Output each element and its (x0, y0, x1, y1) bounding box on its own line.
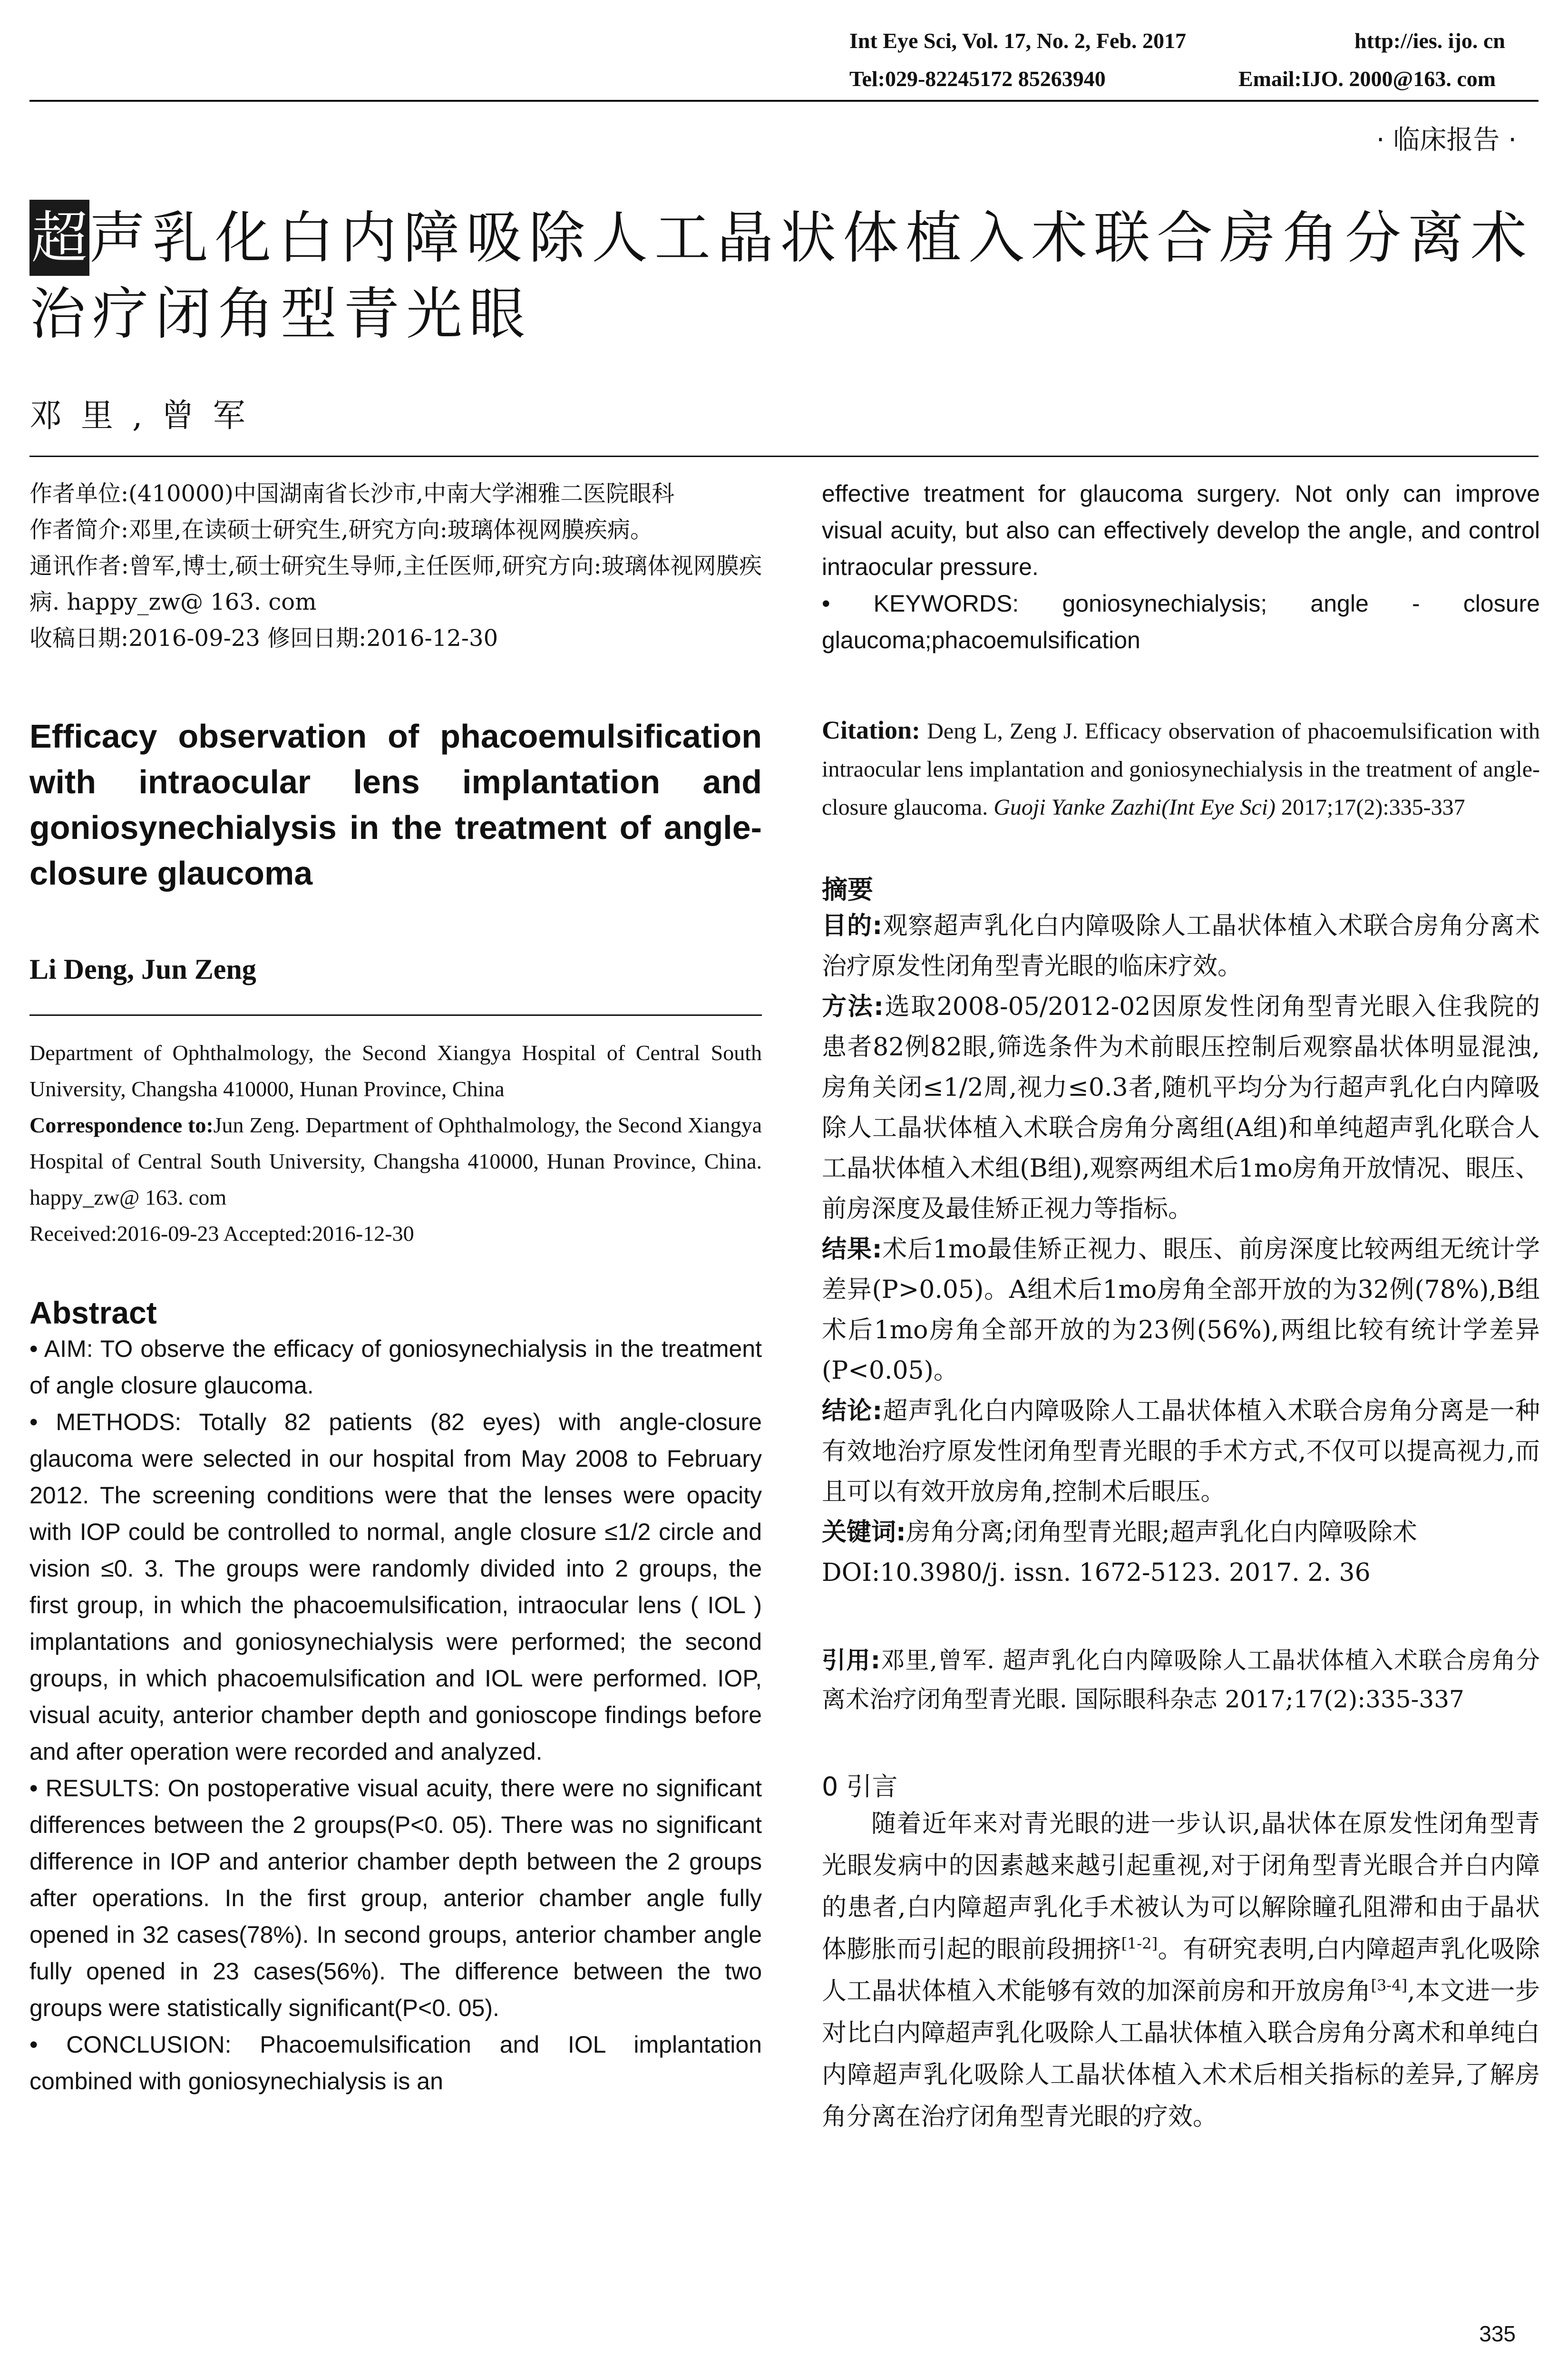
abstract-methods (29, 1404, 762, 1770)
abstract-cn-jieguo (822, 1229, 1540, 1391)
citation-tail: 2017;17(2):335-337 (1281, 795, 1465, 820)
aim-label: • AIM: (29, 1335, 93, 1362)
article-title-en: Efficacy observation of phacoemulsification with intraocular lens implantation and goniosynechialysis in the treatment of angle-closure glaucoma (29, 718, 762, 892)
citation-cn (822, 1641, 1540, 1719)
mudi-label: 目的: (822, 912, 883, 940)
authors-cn: 邓里,曾军 (29, 397, 264, 435)
header-rule (29, 100, 1539, 102)
abstract-conclusion (29, 2026, 762, 2100)
jielun-text: 超声乳化白内障吸除人工晶状体植入术联合房角分离是一种有效地治疗原发性闭角型青光眼的手术方式,不仅可以提高视力,而且可以有效开放房角,控制术后眼压。 (822, 1397, 1540, 1506)
abstract-heading-cn: 摘要 (822, 875, 873, 905)
journal-email[interactable]: Email:IJO. 2000@163. com (1238, 67, 1496, 91)
ref-3-4[interactable]: [3-4] (1371, 1976, 1408, 1995)
fangfa-label: 方法: (822, 993, 884, 1021)
title-rule (29, 456, 1539, 457)
article-title-cn (29, 200, 1542, 352)
conclusion-label: • CONCLUSION: (29, 2031, 232, 2058)
abstract-en (29, 1331, 762, 2100)
section-category: · 临床报告 · (1376, 125, 1517, 156)
abstract-cn-mudi (822, 906, 1540, 987)
doi[interactable]: DOI:10.3980/j. issn. 1672-5123. 2017. 2. 36 (822, 1559, 1371, 1587)
corresponding-author-cn: 通讯作者:曾军,博士,硕士研究生导师,主任医师,研究方向:玻璃体视网膜疾病. happy_zw@ 163. com (29, 553, 762, 615)
affiliation-block (29, 1035, 762, 1252)
abstract-cn-fangfa (822, 987, 1540, 1229)
abstract-cn-jielun (822, 1391, 1540, 1512)
title-rest: 声乳化白内障吸除人工晶状体植入术联合房角分离术治疗闭角型青光眼 (29, 205, 1534, 347)
abstract-en-cont (822, 476, 1540, 659)
citation-text: Deng L, Zeng J. Efficacy observation of phacoemulsification with intraocular lens implantation and goniosynechialysis in the treatment of angle-closure glaucoma. (822, 719, 1540, 820)
results-label: • RESULTS: (29, 1775, 160, 1802)
abstract-results (29, 1770, 762, 2026)
journal-citation-header: Int Eye Sci, Vol. 17, No. 2, Feb. 2017 (849, 29, 1186, 53)
author-bio-cn: 作者简介:邓里,在读硕士研究生,研究方向:玻璃体视网膜疾病。 (29, 516, 653, 543)
citation-en (822, 711, 1540, 827)
correspondence-text: Jun Zeng. Department of Ophthalmology, the Second Xiangya Hospital of Central South University, Changsha 410000, Hunan Province, China. happy_zw@ 163. com (29, 1113, 762, 1209)
affiliation-en: Department of Ophthalmology, the Second Xiangya Hospital of Central South University, Changsha 410000, Hunan Province, China (29, 1041, 762, 1101)
results-text: On postoperative visual acuity, there were no significant differences between the 2 groups(P<0. 05). There was no significant difference in IOP and anterior chamber depth between the 2 groups after operations. In the first group, anterior chamber angle fully opened in 32 cases(78%). In second groups, anterior chamber angle fully opened in 23 cases(56%). The difference between the two groups were statistically significant(P<0. 05). (29, 1775, 762, 2021)
guanjianci-label: 关键词: (822, 1518, 906, 1547)
intro-text-2: 。有研究表明,白内障超声乳化吸除人工晶状体植入术能够有效的加深前房和开放房角 (822, 1935, 1540, 2006)
intro-paragraph (822, 1803, 1540, 2138)
citation-journal: Guoji Yanke Zazhi(Int Eye Sci) (993, 795, 1276, 820)
dates-en: Received:2016-09-23 Accepted:2016-12-30 (29, 1221, 414, 1246)
jielun-label: 结论: (822, 1397, 883, 1425)
abstract-aim (29, 1331, 762, 1404)
keywords-cn (822, 1512, 1540, 1553)
methods-label: • METHODS: (29, 1409, 182, 1435)
authors-en: Li Deng, Jun Zeng (29, 954, 256, 985)
author-info (29, 476, 762, 656)
keywords-en (822, 585, 1540, 659)
intro-text-3: ,本文进一步对比白内障超声乳化吸除人工晶状体植入联合房角分离术和单纯白内障超声乳化吸除人工晶状体植入术术后相关指标的差异,了解房角分离在治疗闭角型青光眼的疗效。 (822, 1977, 1540, 2131)
correspondence-label: Correspondence to: (29, 1113, 214, 1137)
correspondence-en (29, 1107, 762, 1216)
dates-cn: 收稿日期:2016-09-23 修回日期:2016-12-30 (29, 625, 498, 652)
title-first-char: 超 (29, 200, 89, 276)
journal-url[interactable]: http://ies. ijo. cn (1354, 29, 1505, 53)
fangfa-text: 选取2008-05/2012-02因原发性闭角型青光眼入住我院的患者82例82眼,筛选条件为术前眼压控制后观察晶状体明显混浊,房角关闭≤1/2周,视力≤0.3者,随机平均分为行超声乳化白内障吸除人工晶状体植入术联合房角分离组(A组)和单纯超声乳化联合人工晶状体植入术组(B组),观察两组术后1mo房角开放情况、眼压、前房深度及最佳矫正视力等指标。 (822, 993, 1540, 1223)
mudi-text: 观察超声乳化白内障吸除人工晶状体植入术联合房角分离术治疗原发性闭角型青光眼的临床疗效。 (822, 912, 1540, 981)
jieguo-label: 结果: (822, 1235, 882, 1264)
abstract-cn (822, 906, 1540, 1593)
left-column (29, 476, 762, 2100)
aim-text: TO observe the efficacy of goniosynechialysis in the treatment of angle closure glaucoma. (29, 1335, 762, 1399)
keywords-label: • KEYWORDS: (822, 590, 1019, 617)
guanjianci-text: 房角分离;闭角型青光眼;超声乳化白内障吸除术 (906, 1518, 1417, 1547)
abstract-heading-en: Abstract (29, 1295, 157, 1330)
conclusion-cont: effective treatment for glaucoma surgery. Not only can improve visual acuity, but also can effectively develop the angle, and control intraocular pressure. (822, 480, 1540, 580)
methods-text: Totally 82 patients (82 eyes) with angle-closure glaucoma were selected in our hospital from May 2008 to February 2012. The screening conditions were that the lenses were opacity with IOP could be controlled to normal, angle closure ≤1/2 circle and vision ≤0. 3. The groups were randomly divided into 2 groups, the first group, in which the phacoemulsification, intraocular lens ( IOL ) implantations and goniosynechialysis were performed; the second groups, in which phacoemulsification and IOL were performed. IOP, visual acuity, anterior chamber depth and gonioscope findings before and after operation were recorded and analyzed. (29, 1409, 762, 1765)
journal-tel: Tel:029-82245172 85263940 (849, 67, 1106, 91)
yinyong-text: 邓里,曾军. 超声乳化白内障吸除人工晶状体植入术联合房角分离术治疗闭角型青光眼. 国际眼科杂志 2017;17(2):335-337 (822, 1646, 1540, 1713)
yinyong-label: 引用: (822, 1646, 880, 1674)
right-column (822, 476, 1540, 2138)
intro-heading: 0 引言 (822, 1772, 898, 1802)
author-affiliation-cn: 作者单位:(410000)中国湖南省长沙市,中南大学湘雅二医院眼科 (29, 480, 675, 507)
page-number: 335 (1479, 2321, 1516, 2346)
keywords-text: goniosynechialysis; angle - closure glaucoma;phacoemulsification (822, 590, 1540, 653)
authors-rule (29, 1014, 762, 1016)
citation-label: Citation: (822, 716, 920, 744)
intro-text-1: 随着近年来对青光眼的进一步认识,晶状体在原发性闭角型青光眼发病中的因素越来越引起重视,对于闭角型青光眼合并白内障的患者,白内障超声乳化手术被认为可以解除瞳孔阻滞和由于晶状体膨胀而引起的眼前段拥挤 (822, 1810, 1540, 1964)
conclusion-text: Phacoemulsification and IOL implantation combined with goniosynechialysis is an (29, 2031, 762, 2094)
jieguo-text: 术后1mo最佳矫正视力、眼压、前房深度比较两组无统计学差异(P>0.05)。A组术后1mo房角全部开放的为32例(78%),B组术后1mo房角全部开放的为23例(56%),两组比较有统计学差异(P<0.05)。 (822, 1235, 1540, 1385)
ref-1-2[interactable]: [1-2] (1121, 1934, 1158, 1953)
